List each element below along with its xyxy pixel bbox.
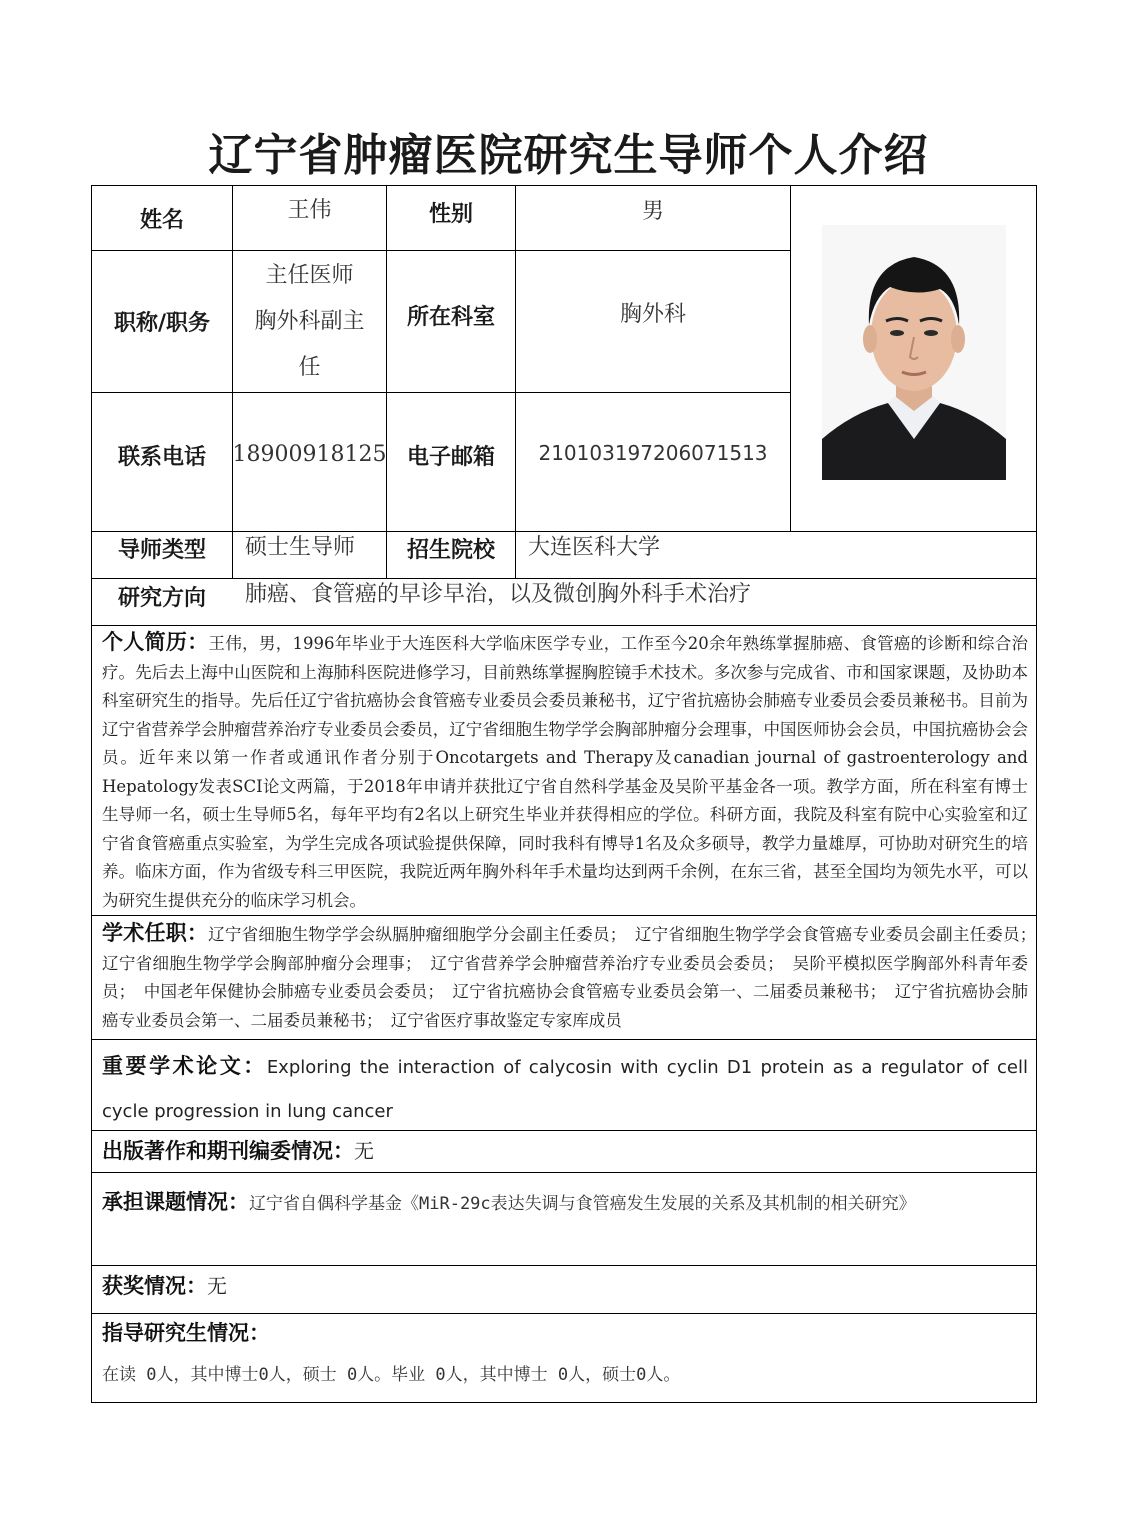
awards-label: 获奖情况： bbox=[102, 1274, 207, 1298]
phone-label: 联系电话 bbox=[117, 444, 206, 470]
position-label: 职称/职务 bbox=[113, 311, 211, 336]
publications-label: 出版著作和期刊编委情况： bbox=[102, 1139, 354, 1163]
awards-section bbox=[102, 1269, 1028, 1305]
position-line: 任 bbox=[298, 354, 321, 380]
school-value: 大连医科大学 bbox=[528, 535, 661, 560]
academic-posts-section bbox=[102, 919, 1045, 1035]
grid-line bbox=[91, 1039, 1037, 1040]
supervisor-type-value: 硕士生导师 bbox=[245, 535, 356, 560]
students-text: 在读 0人，其中博士0人，硕士 0人。毕业 0人，其中博士 0人，硕士0人。 bbox=[102, 1365, 681, 1385]
grid-line bbox=[91, 1265, 1037, 1266]
resume-label: 个人简历： bbox=[102, 630, 209, 654]
projects-section bbox=[102, 1180, 1028, 1226]
position-value bbox=[233, 251, 386, 392]
phone-value: 18900918125 bbox=[232, 442, 387, 467]
academic-posts-label: 学术任职： bbox=[102, 921, 209, 945]
resume-text: 王伟，男，1996年毕业于大连医科大学临床医学专业，工作至今20余年熟练掌握肺癌、食管癌的诊断和综合治疗。先后去上海中山医院和上海肺科医院进修学习，目前熟练掌握胸腔镜手术技术。多次参与完成省、市和国家课题，及协助本科室研究生的指导。先后任辽宁省抗癌协会食管癌专业委员会委员兼秘书，辽宁省抗癌协会肺癌专业委员会委员兼秘书。目前为辽宁省营养学会肿瘤营养治疗专业委员会委员，辽宁省细胞生物学学会胸部肿瘤分会理事，中国医师协会会员，中国抗癌协会会员。近年来以第一作者或通讯作者分别于Oncotargets and Therapy及canadian journal of gastroenterology and Hepatology发表SCI论文两篇，于2018年申请并获批辽宁省自然科学基金及吴阶平基金各一项。教学方面，所在科室有博士生导师一名，硕士生导师5名，每年平均有2名以上研究生毕业并获得相应的学位。科研方面，我院及科室有院中心实验室和辽宁省食管癌重点实验室，为学生完成各项试验提供保障，同时我科有博导1名及众多硕导，教学力量雄厚，可协助对研究生的培养。临床方面，作为省级专科三甲医院，我院近两年胸外科年手术量均达到两千余例，在东三省，甚至全国均为领先水平，可以为研究生提供充分的临床学习机会。 bbox=[102, 634, 1028, 910]
grid-line bbox=[91, 915, 1037, 916]
supervisor-type-label: 导师类型 bbox=[117, 537, 206, 563]
projects-label: 承担课题情况： bbox=[102, 1190, 249, 1214]
grid-line bbox=[386, 185, 387, 579]
papers-section bbox=[102, 1044, 1028, 1134]
gender-label: 性别 bbox=[428, 201, 473, 227]
position-line: 胸外科副主 bbox=[254, 308, 365, 334]
projects-text: 辽宁省自偶科学基金《MiR-29c表达失调与食管癌发生发展的关系及其机制的相关研究》 bbox=[249, 1194, 916, 1214]
papers-label: 重要学术论文： bbox=[102, 1054, 267, 1078]
academic-posts-text: 辽宁省细胞生物学学会纵膈肿瘤细胞学分会副主任委员； 辽宁省细胞生物学学会食管癌专业委员会副主任委员； 辽宁省细胞生物学学会胸部肿瘤分会理事； 辽宁省营养学会肿瘤营养治疗专业委员会委员； 吴阶平模拟医学胸部外科青年委员； 中国老年保健协会肺癌专业委员会委员； 辽宁省抗癌协会食管癌专业委员会第一、二届委员兼秘书； 辽宁省抗癌协会肺癌专业委员会第一、二届委员兼秘书； 辽宁省医疗事故鉴定专家库成员 bbox=[102, 925, 1045, 1030]
research-label: 研究方向 bbox=[117, 585, 206, 611]
department-label: 所在科室 bbox=[406, 304, 495, 330]
portrait-image bbox=[822, 225, 1006, 480]
resume-section bbox=[102, 628, 1028, 915]
gender-value: 男 bbox=[641, 199, 664, 224]
publications-section bbox=[102, 1134, 1028, 1170]
department-value: 胸外科 bbox=[619, 302, 686, 327]
grid-line bbox=[91, 625, 1037, 626]
portrait-photo bbox=[822, 225, 1006, 480]
grid-line bbox=[515, 185, 516, 579]
grid-line bbox=[91, 1313, 1037, 1314]
position-line: 主任医师 bbox=[265, 262, 354, 288]
research-value: 肺癌、食管癌的早诊早治，以及微创胸外科手术治疗 bbox=[245, 582, 752, 607]
grid-line bbox=[790, 185, 791, 531]
name-label: 姓名 bbox=[139, 207, 184, 233]
name-value: 王伟 bbox=[287, 198, 332, 223]
students-label: 指导研究生情况： bbox=[102, 1321, 270, 1345]
school-label: 招生院校 bbox=[406, 537, 495, 563]
papers-text: Exploring the interaction of calycosin with cyclin D1 protein as a regulator of cell cycle progression in lung cancer bbox=[102, 1057, 1028, 1122]
email-label: 电子邮箱 bbox=[406, 444, 495, 470]
email-value: 210103197206071513 bbox=[538, 441, 768, 465]
page-title: 辽宁省肿瘤医院研究生导师个人介绍 bbox=[208, 130, 929, 181]
publications-text: 无 bbox=[354, 1139, 374, 1163]
awards-text: 无 bbox=[207, 1274, 227, 1298]
students-section bbox=[102, 1316, 1028, 1392]
grid-line bbox=[91, 1172, 1037, 1173]
